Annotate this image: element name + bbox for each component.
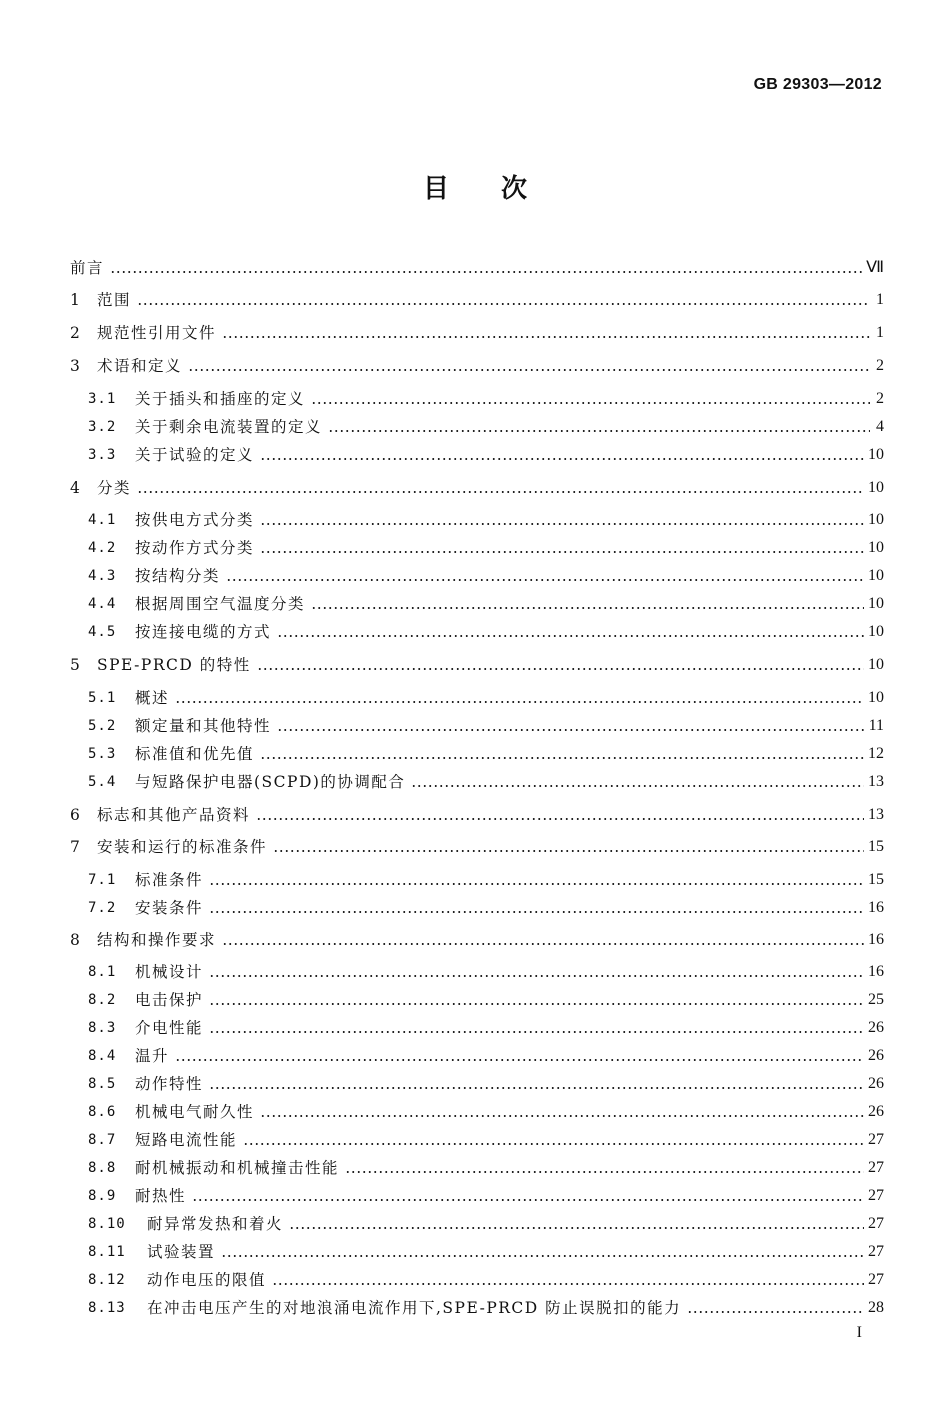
toc-entry-number: 8.13 <box>88 1300 126 1316</box>
toc-entry-title: 前言 <box>70 259 105 277</box>
dot-leader <box>345 1171 864 1173</box>
toc-entry-title: 耐机械振动和机械撞击性能 <box>135 1159 340 1177</box>
dot-leader <box>137 303 870 305</box>
toc-entry-page: 10 <box>868 511 884 528</box>
toc-entry-number: 8.12 <box>88 1272 126 1288</box>
toc-entry-title: 机械电气耐久性 <box>135 1103 255 1121</box>
toc-entry-number: 6 <box>70 806 80 824</box>
toc-entry-title: 耐热性 <box>135 1187 187 1205</box>
toc-entry[interactable] <box>88 593 884 615</box>
dot-leader <box>257 668 864 670</box>
toc-entry-title: 安装和运行的标准条件 <box>97 838 268 856</box>
toc-entry-page: 10 <box>868 656 884 673</box>
dot-leader <box>209 911 864 913</box>
toc-entry-title: 规范性引用文件 <box>97 324 217 342</box>
toc-entry[interactable] <box>88 1045 884 1067</box>
dot-leader <box>209 1031 864 1033</box>
toc-entry-page: 16 <box>868 899 884 916</box>
toc-entry-number: 8.7 <box>88 1132 117 1148</box>
dot-leader <box>260 757 864 759</box>
toc-entry-title: 机械设计 <box>135 963 204 981</box>
dot-leader <box>260 458 864 460</box>
toc-entry[interactable] <box>70 289 884 311</box>
toc-entry[interactable] <box>88 537 884 559</box>
toc-entry-title: 标准值和优先值 <box>135 745 255 763</box>
toc-entry-number: 7.1 <box>88 872 117 888</box>
toc-entry-number: 4.3 <box>88 568 117 584</box>
toc-entry-page: 25 <box>868 991 884 1008</box>
dot-leader <box>209 883 864 885</box>
toc-entry[interactable] <box>70 477 884 499</box>
toc-entry[interactable] <box>88 1157 884 1179</box>
toc-entry[interactable] <box>88 444 884 466</box>
toc-entry-title: 范围 <box>97 291 132 309</box>
dot-leader <box>260 1115 864 1117</box>
dot-leader <box>687 1311 864 1313</box>
toc-entry-title: 动作特性 <box>135 1075 204 1093</box>
toc-entry[interactable] <box>88 1017 884 1039</box>
toc-entry-title: 根据周围空气温度分类 <box>135 595 306 613</box>
toc-entry-page: 26 <box>868 1103 884 1120</box>
toc-entry-title: 额定量和其他特性 <box>135 717 272 735</box>
dot-leader <box>273 850 864 852</box>
toc-entry-number: 5.3 <box>88 746 117 762</box>
toc-entry[interactable] <box>88 1269 884 1291</box>
toc-entry[interactable] <box>88 715 884 737</box>
toc-entry-page: 13 <box>868 773 884 790</box>
toc-entry[interactable] <box>70 355 884 377</box>
toc-entry-number: 5.1 <box>88 690 117 706</box>
toc-entry-page: 10 <box>868 567 884 584</box>
dot-leader <box>226 579 864 581</box>
toc-entry-page: 10 <box>868 595 884 612</box>
toc-entry-page: 2 <box>876 390 884 407</box>
toc-entry-number: 3 <box>70 357 80 375</box>
toc-entry-page: 28 <box>868 1299 884 1316</box>
toc-entry-page: 27 <box>868 1271 884 1288</box>
toc-entry-number: 8.4 <box>88 1048 117 1064</box>
toc-entry[interactable] <box>70 929 884 951</box>
dot-leader <box>222 943 864 945</box>
dot-leader <box>328 430 870 432</box>
toc-entry-page: 16 <box>868 931 884 948</box>
toc-entry[interactable] <box>88 509 884 531</box>
toc-entry-title: 耐异常发热和着火 <box>147 1215 284 1233</box>
toc-entry-number: 7.2 <box>88 900 117 916</box>
dot-leader <box>137 491 864 493</box>
dot-leader <box>277 635 864 637</box>
toc-entry[interactable] <box>70 804 884 826</box>
toc-entry-page: 10 <box>868 689 884 706</box>
toc-entry[interactable] <box>70 836 884 858</box>
toc-entry[interactable] <box>88 1101 884 1123</box>
dot-leader <box>188 369 870 371</box>
toc-entry[interactable] <box>70 257 884 279</box>
toc-entry-page: 27 <box>868 1243 884 1260</box>
toc-entry-page: 26 <box>868 1075 884 1092</box>
toc-entry-title: 按供电方式分类 <box>135 511 255 529</box>
toc-entry-number: 3.2 <box>88 419 117 435</box>
toc-entry-title: 电击保护 <box>135 991 204 1009</box>
toc-entry[interactable] <box>70 322 884 344</box>
toc-entry-number: 4.1 <box>88 512 117 528</box>
toc-entry[interactable] <box>88 565 884 587</box>
toc-entry-number: 8.5 <box>88 1076 117 1092</box>
dot-leader <box>110 271 862 273</box>
toc-entry-page: Ⅶ <box>866 259 884 276</box>
dot-leader <box>289 1227 864 1229</box>
toc-entry[interactable] <box>88 961 884 983</box>
toc-entry[interactable] <box>88 621 884 643</box>
dot-leader <box>243 1143 864 1145</box>
toc-entry-title: 概述 <box>135 689 170 707</box>
toc-entry-page: 15 <box>868 838 884 855</box>
dot-leader <box>272 1283 864 1285</box>
toc-entry-page: 10 <box>868 623 884 640</box>
toc-entry-page: 1 <box>876 324 884 341</box>
toc-entry-title: 关于插头和插座的定义 <box>135 390 306 408</box>
dot-leader <box>311 607 864 609</box>
toc-entry-title: 术语和定义 <box>97 357 183 375</box>
toc-entry-number: 7 <box>70 838 80 856</box>
dot-leader <box>209 975 864 977</box>
page-folio: I <box>856 1324 862 1341</box>
dot-leader <box>192 1199 864 1201</box>
toc-entry-title: 动作电压的限值 <box>147 1271 267 1289</box>
dot-leader <box>260 551 864 553</box>
toc-entry[interactable] <box>88 897 884 919</box>
toc-entry-page: 12 <box>868 745 884 762</box>
toc-entry-page: 10 <box>868 539 884 556</box>
toc-entry-number: 3.1 <box>88 391 117 407</box>
toc-entry-number: 2 <box>70 324 80 342</box>
toc-entry[interactable] <box>70 654 884 676</box>
toc-entry[interactable] <box>88 1073 884 1095</box>
toc-entry-page: 15 <box>868 871 884 888</box>
toc-entry-number: 4 <box>70 479 80 497</box>
dot-leader <box>277 729 865 731</box>
toc-entry-title: 关于试验的定义 <box>135 446 255 464</box>
toc-entry-page: 4 <box>876 418 884 435</box>
toc-entry-title: 在冲击电压产生的对地浪涌电流作用下,SPE-PRCD 防止误脱扣的能力 <box>147 1299 682 1317</box>
toc-entry-title: 安装条件 <box>135 899 204 917</box>
toc-entry[interactable] <box>88 416 884 438</box>
toc-entry-page: 26 <box>868 1047 884 1064</box>
toc-entry-title: 温升 <box>135 1047 170 1065</box>
toc-entry-title: 短路电流性能 <box>135 1131 238 1149</box>
toc-entry-number: 4.4 <box>88 596 117 612</box>
toc-entry-number: 4.5 <box>88 624 117 640</box>
toc-entry-number: 8.8 <box>88 1160 117 1176</box>
toc-entry-page: 2 <box>876 357 884 374</box>
toc-entry-page: 10 <box>868 479 884 496</box>
dot-leader <box>411 785 864 787</box>
toc-entry-number: 8.2 <box>88 992 117 1008</box>
standard-number: GB 29303—2012 <box>753 76 882 93</box>
dot-leader <box>256 818 864 820</box>
toc-entry-number: 8.6 <box>88 1104 117 1120</box>
toc-entry[interactable] <box>88 1241 884 1263</box>
toc-entry[interactable] <box>88 388 884 410</box>
dot-leader <box>221 1255 864 1257</box>
toc-entry-page: 10 <box>868 446 884 463</box>
toc-entry-page: 16 <box>868 963 884 980</box>
dot-leader <box>209 1003 864 1005</box>
toc-entry-number: 8.9 <box>88 1188 117 1204</box>
toc-entry-page: 27 <box>868 1215 884 1232</box>
dot-leader <box>175 1059 864 1061</box>
toc-entry[interactable] <box>88 1185 884 1207</box>
toc-entry-page: 1 <box>876 291 884 308</box>
toc-entry[interactable] <box>88 743 884 765</box>
toc-entry-title: 标志和其他产品资料 <box>97 806 251 824</box>
toc-entry-number: 8 <box>70 931 80 949</box>
toc-entry[interactable] <box>88 1213 884 1235</box>
dot-leader <box>175 701 864 703</box>
page-title: 目次 <box>422 174 579 204</box>
toc-entry-title: 标准条件 <box>135 871 204 889</box>
toc-entry-title: 结构和操作要求 <box>97 931 217 949</box>
toc-entry[interactable] <box>88 989 884 1011</box>
toc-entry-title: 试验装置 <box>147 1243 216 1261</box>
toc-entry-page: 27 <box>868 1187 884 1204</box>
toc-entry-title: 按动作方式分类 <box>135 539 255 557</box>
toc-entry-page: 27 <box>868 1131 884 1148</box>
toc-entry-title: 与短路保护电器(SCPD)的协调配合 <box>135 773 406 791</box>
dot-leader <box>222 336 870 338</box>
toc-entry-number: 4.2 <box>88 540 117 556</box>
toc-entry-title: SPE-PRCD 的特性 <box>97 656 251 674</box>
toc-entry-page: 26 <box>868 1019 884 1036</box>
toc-entry-title: 按结构分类 <box>135 567 221 585</box>
toc-entry-title: 按连接电缆的方式 <box>135 623 272 641</box>
toc-entry-number: 1 <box>70 291 80 309</box>
dot-leader <box>209 1087 864 1089</box>
dot-leader <box>311 402 870 404</box>
dot-leader <box>260 523 864 525</box>
toc-entry-number: 5 <box>70 656 80 674</box>
toc-entry-number: 5.4 <box>88 774 117 790</box>
toc-entry-number: 5.2 <box>88 718 117 734</box>
toc-entry-number: 8.3 <box>88 1020 117 1036</box>
toc-entry-page: 13 <box>868 806 884 823</box>
toc-entry-title: 分类 <box>97 479 132 497</box>
toc-entry-title: 关于剩余电流装置的定义 <box>135 418 323 436</box>
toc-entry[interactable] <box>88 1297 884 1319</box>
toc-entry[interactable] <box>88 771 884 793</box>
toc-entry-page: 27 <box>868 1159 884 1176</box>
toc-entry[interactable] <box>88 687 884 709</box>
toc-entry-page: 11 <box>868 717 884 734</box>
toc-entry-number: 8.10 <box>88 1216 126 1232</box>
toc-entry-number: 8.11 <box>88 1244 126 1260</box>
toc-entry-number: 8.1 <box>88 964 117 980</box>
toc-entry[interactable] <box>88 1129 884 1151</box>
toc-entry[interactable] <box>88 869 884 891</box>
toc-entry-number: 3.3 <box>88 447 117 463</box>
toc-entry-title: 介电性能 <box>135 1019 204 1037</box>
